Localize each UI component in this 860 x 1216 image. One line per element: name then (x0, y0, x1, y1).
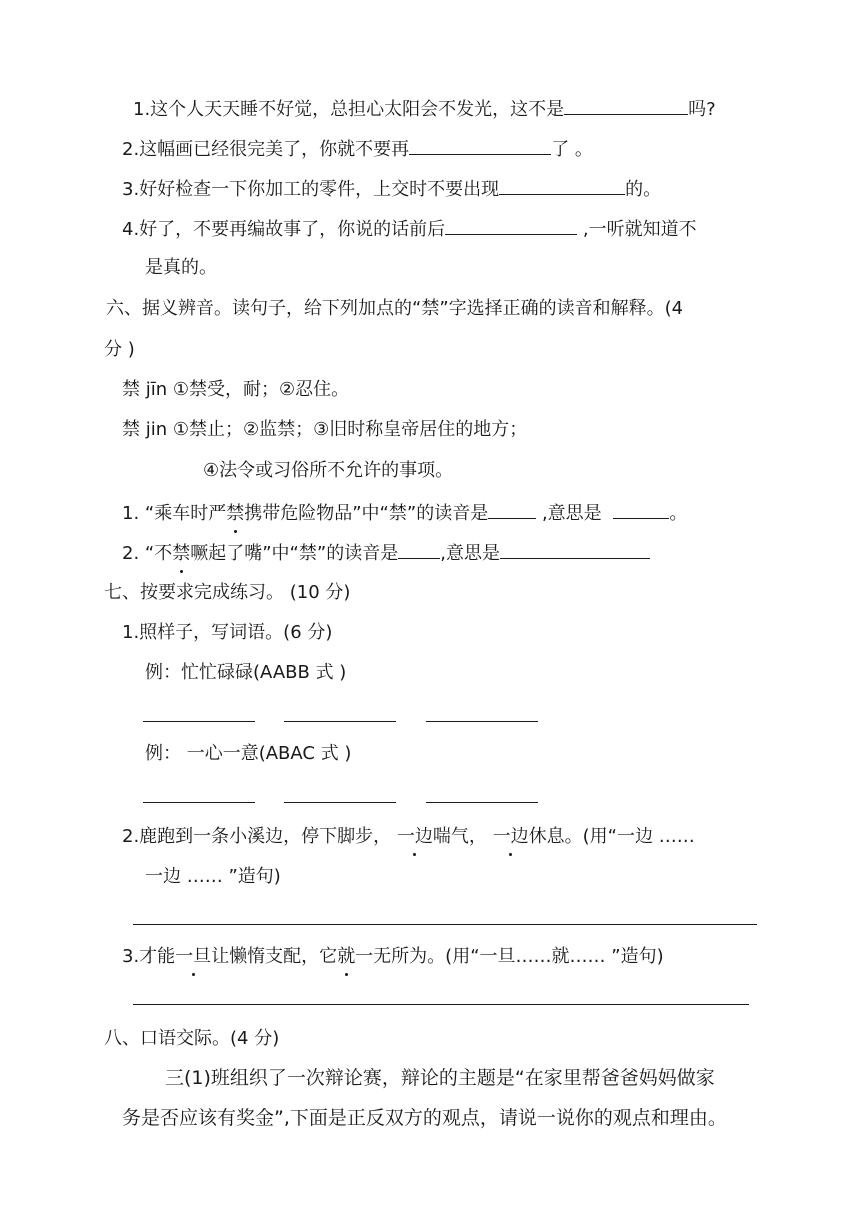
q5-item4-text: 4.好了，不要再编故事了，你说的话前后 (122, 219, 446, 240)
q8-paragraph-line2: 务是否应该有奖金”,下面是正反双方的观点，请说一说你的观点和理由。 (122, 1107, 727, 1129)
answer-line[interactable] (284, 802, 396, 803)
q6-s2-post: 噘起了嘴”中“禁”的读音是 (190, 543, 399, 564)
dotted-char: 禁 (172, 543, 191, 564)
q7-sub2-cont: 一边 …… ”造句) (145, 866, 281, 887)
answer-blank[interactable] (613, 500, 669, 519)
answer-blank[interactable] (500, 540, 650, 559)
q6-s1-mid: ,意思是 (536, 503, 608, 524)
q6-def3: ④法令或习俗所不允许的事项。 (203, 460, 454, 481)
answer-line[interactable] (426, 721, 538, 722)
q5-item1 (133, 96, 716, 122)
answer-line[interactable] (133, 1004, 749, 1005)
q6-sentence2 (122, 540, 650, 566)
q5-item1-end: 吗? (688, 99, 716, 120)
q6-s2-pre: 2. “不 (122, 543, 173, 564)
answer-blank[interactable] (398, 540, 440, 559)
answer-line[interactable] (426, 802, 538, 803)
answer-blank[interactable] (445, 216, 577, 235)
q5-item3-text: 3.好好检查一下你加工的零件，上交时不要出现 (122, 179, 500, 200)
q7-sub3-mid: 让懒惰支配，它 (211, 946, 338, 967)
answer-line[interactable] (133, 924, 757, 925)
q5-item4-cont: 是真的。 (145, 257, 217, 278)
q7-sub3-post: 一无所为。(用“一旦……就…… ”造句) (355, 946, 664, 967)
answer-blank[interactable] (564, 96, 688, 115)
q7-sub2 (122, 825, 695, 849)
dotted-word: 一旦 (175, 946, 212, 967)
answer-blank[interactable] (488, 500, 536, 519)
q5-item3 (122, 176, 661, 202)
q5-item1-text: 1.这个人天天睡不好觉，总担心太阳会不发光，这不是 (133, 99, 565, 120)
q5-item2 (122, 136, 593, 162)
q7-sub2-post: 休息。(用“一边 …… (528, 826, 695, 847)
q5-item2-end: 了 。 (551, 139, 593, 160)
q6-def2: 禁 jin ①禁止；②监禁；③旧时称皇帝居住的地方； (122, 419, 528, 440)
q5-item2-text: 2.这幅画已经很完美了，你就不要再 (122, 139, 410, 160)
q6-title-cont: 分 ) (104, 339, 135, 360)
dotted-word: 一边 (492, 826, 529, 847)
q5-item4 (122, 216, 697, 242)
q7-title: 七、按要求完成练习。 (10 分) (104, 582, 351, 603)
dotted-char: 禁 (226, 503, 245, 524)
q6-s2-mid: ,意思是 (440, 543, 500, 564)
q8-title: 八、口语交际。(4 分) (104, 1028, 280, 1049)
answer-line[interactable] (143, 721, 255, 722)
dotted-word: 一边 (396, 826, 433, 847)
q6-s1-pre: 1. “乘车时严 (122, 503, 227, 524)
q7-sub2-pre: 2.鹿跑到一条小溪边，停下脚步， (122, 826, 397, 847)
q6-title: 六、据义辨音。读句子，给下列加点的“禁”字选择正确的读音和解释。(4 (106, 298, 684, 319)
q7-sub3-pre: 3.才能 (122, 946, 176, 967)
q6-def1: 禁 jīn ①禁受，耐；②忍住。 (122, 379, 350, 400)
q7-example1: 例：忙忙碌碌(AABB 式 ) (145, 662, 347, 683)
answer-line[interactable] (143, 802, 255, 803)
q7-sub3 (122, 945, 664, 969)
q7-sub2-mid: 喘气， (432, 826, 493, 847)
q7-example2: 例： 一心一意(ABAC 式 ) (145, 743, 352, 764)
answer-line[interactable] (284, 721, 396, 722)
q7-sub1: 1.照样子，写词语。(6 分) (122, 622, 333, 643)
q5-item3-end: 的。 (625, 179, 662, 200)
q6-s1-end: 。 (669, 503, 688, 524)
dotted-char: 就 (337, 946, 356, 967)
q8-paragraph-line1: 三(1)班组织了一次辩论赛，辩论的主题是“在家里帮爸爸妈妈做家 (165, 1067, 715, 1089)
q6-s1-post: 携带危险物品”中“禁”的读音是 (244, 503, 489, 524)
answer-blank[interactable] (409, 136, 551, 155)
q5-item4-end: ,一听就知道不 (577, 219, 697, 240)
q6-sentence1 (122, 500, 687, 526)
answer-blank[interactable] (499, 176, 625, 195)
